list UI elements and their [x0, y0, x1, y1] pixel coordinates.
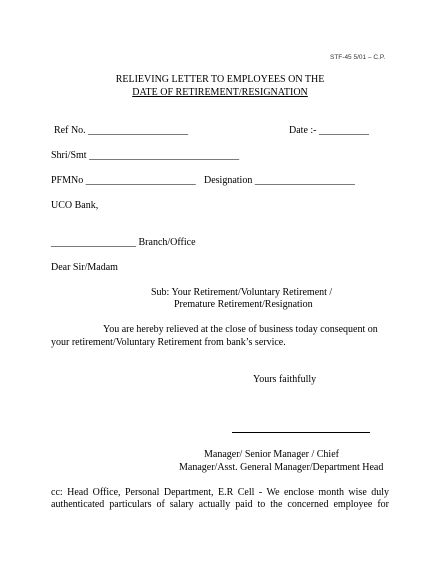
pfm-no-field: PFMNo ______________________ [51, 175, 196, 186]
form-code: STF-45 5/01 – C.P. [330, 54, 386, 61]
date-field: Date :- __________ [289, 125, 369, 136]
subject-line-1: Sub: Your Retirement/Voluntary Retirement / [151, 287, 333, 298]
branch-field: _________________ Branch/Office [51, 237, 196, 248]
designation-field: Designation ____________________ [204, 175, 355, 186]
shri-smt-field: Shri/Smt ______________________________ [51, 150, 240, 161]
signatory-line-1: Manager/ Senior Manager / Chief [204, 449, 339, 460]
subject-line-2: Premature Retirement/Resignation [174, 299, 313, 310]
signatory-line-2: Manager/Asst. General Manager/Department Head [179, 462, 384, 473]
ref-no-field: Ref No. ____________________ [54, 125, 189, 136]
letter-title-line-2: DATE OF RETIREMENT/RESIGNATION [132, 87, 308, 98]
bank-name: UCO Bank, [51, 200, 99, 211]
signature-line [232, 432, 370, 433]
letter-title-line-1: RELIEVING LETTER TO EMPLOYEES ON THE [115, 74, 325, 85]
cc-line-1: cc: Head Office, Personal Department, E.R Cell - We enclose month wise duly [51, 487, 389, 498]
closing: Yours faithfully [253, 374, 317, 385]
salutation: Dear Sir/Madam [51, 262, 118, 273]
cc-line-2: authenticated particulars of salary actually paid to the concerned employee for [51, 499, 389, 510]
body-line-2: your retirement/Voluntary Retirement from bank’s service. [51, 337, 286, 348]
body-line-1: You are hereby relieved at the close of business today consequent on [103, 324, 378, 335]
